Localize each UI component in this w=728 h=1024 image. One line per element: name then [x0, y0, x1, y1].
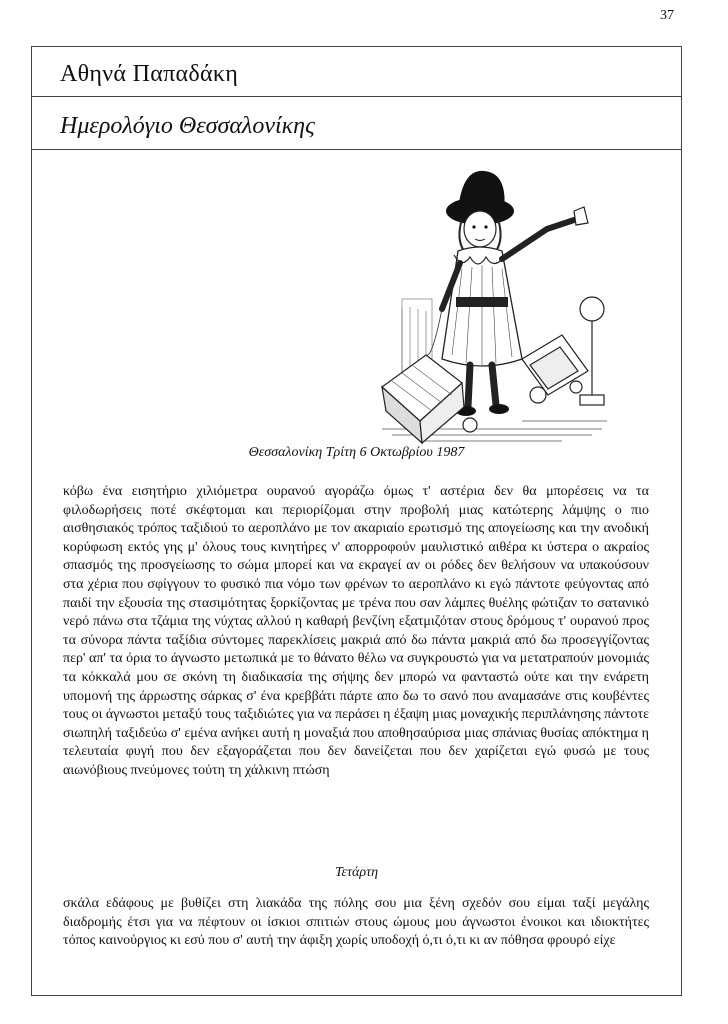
page-frame	[31, 46, 682, 996]
work-title: Ημερολόγιο Θεσσαλονίκης	[32, 97, 681, 150]
page-number: 37	[660, 8, 674, 23]
author-name: Αθηνά Παπαδάκη	[32, 47, 681, 97]
day-heading: Τετάρτη	[334, 865, 379, 880]
entry-dateline: Θεσσαλονίκη Τρίτη 6 Οκτωβρίου 1987	[248, 445, 465, 460]
face	[464, 211, 496, 247]
raised-arm	[502, 219, 577, 259]
hat-crown	[458, 171, 505, 211]
toy-stand	[580, 297, 604, 405]
sash	[456, 297, 508, 307]
diary-entry-text: κόβω ένα εισητήριο χιλιόμετρα ουρανού αγοράζω όμως τ' αστέρια δεν θα μπορέσεις να τα φιλοδωρήσεις ποτέ σκέφτομαι και περιορίζομαι στην προβολή μιας κατώτερης λάμψης ο πιο αισθησιακός τρόπος ταξιδιού το αεροπλάνο με τον ακαριαίο ερωτισμό της απογείωσης και την ανοδική κορύφωση εκτός γης μ' όλους τους κινητήρες ν' απορροφούν μαυλιστικό αιθέρα κι ύστερα ο ακραίος σπασμός της προσγείωσης το σώμα μπορεί και να εκραγεί αν οι ρόδες δεν θελήσουν να υπακούσουν στα χέρια που σφίγγουν το φυσικό πια νόμο των φρένων το αεροπλάνο κι εγώ πάντοτε φεύγοντας από παιδί την εξουσία της στασιμότητας ξορκίζοντας με τρένα που σαν λάμπες θυέλης φώτιζαν το σατανικό νερό πάνω στα τζάμια της νύχτας αλλού η καθαρή βενζίνη εξατμιζόταν στους δρόμους τ' ουρανού προς τα σύνορα πάντα ταξίδια σύντομες παρεκλίσεις μακριά από δω πάντα μακριά από δω προσεγγίζοντας περ' απ' τα όρια το άγνωστο μετωπικά με το θάνατο θέλω να συγκρουστώ για να μετατραπούν μονομιάς τα κόκκαλά μου σε σκόνη τη διαδικασία της σήψης δεν μπορώ να φανταστώ ούτε και την ενάρετη υπομονή της άρρωστης σάρκας σ' ένα κρεββάτι πάρτε απο δω το σανό που αναμασάνε στις κουβέντες τους οι άγνωστοι μεταξύ τους ταξιδιώτες για να περάσει η έξαψη μιας μοναχικής περιπλάνησης πάντοτε σιωπηλή ταξιδεύω σ' εμένα ανήκει αυτή η μοναξιά που αποθησαύρισα μιας σπάνιας θυσίας απόκτημα η τελευταία φυγή που δεν εξαγοράζεται που δεν δανείζεται που δεν χαρίζεται εγώ φυσώ με τους αιωνόβιους πνεύμονες τούτη τη χάλκινη πτώση	[63, 484, 649, 778]
toy-box	[382, 355, 464, 443]
diary-entry-text-2: σκάλα εδάφους με βυθίζει στη λιακάδα της πόλης σου μια ξένη σχεδόν σου είμαι ταξί μεγάλης διαδρομής έτσι για να πέφτουν οι ίσκιοι σπιτιών στους ώμους μου άγνωστοι ένοικοι και ιδιοκτήτες τόπος καινούργιος κι εσύ που σ' αυτή την άφιξη χωρίς υποδοχή ό,τι ό,τι κι αν πόθησα φρουρό είχε	[63, 896, 649, 949]
child-with-toys-illustration	[362, 159, 612, 449]
